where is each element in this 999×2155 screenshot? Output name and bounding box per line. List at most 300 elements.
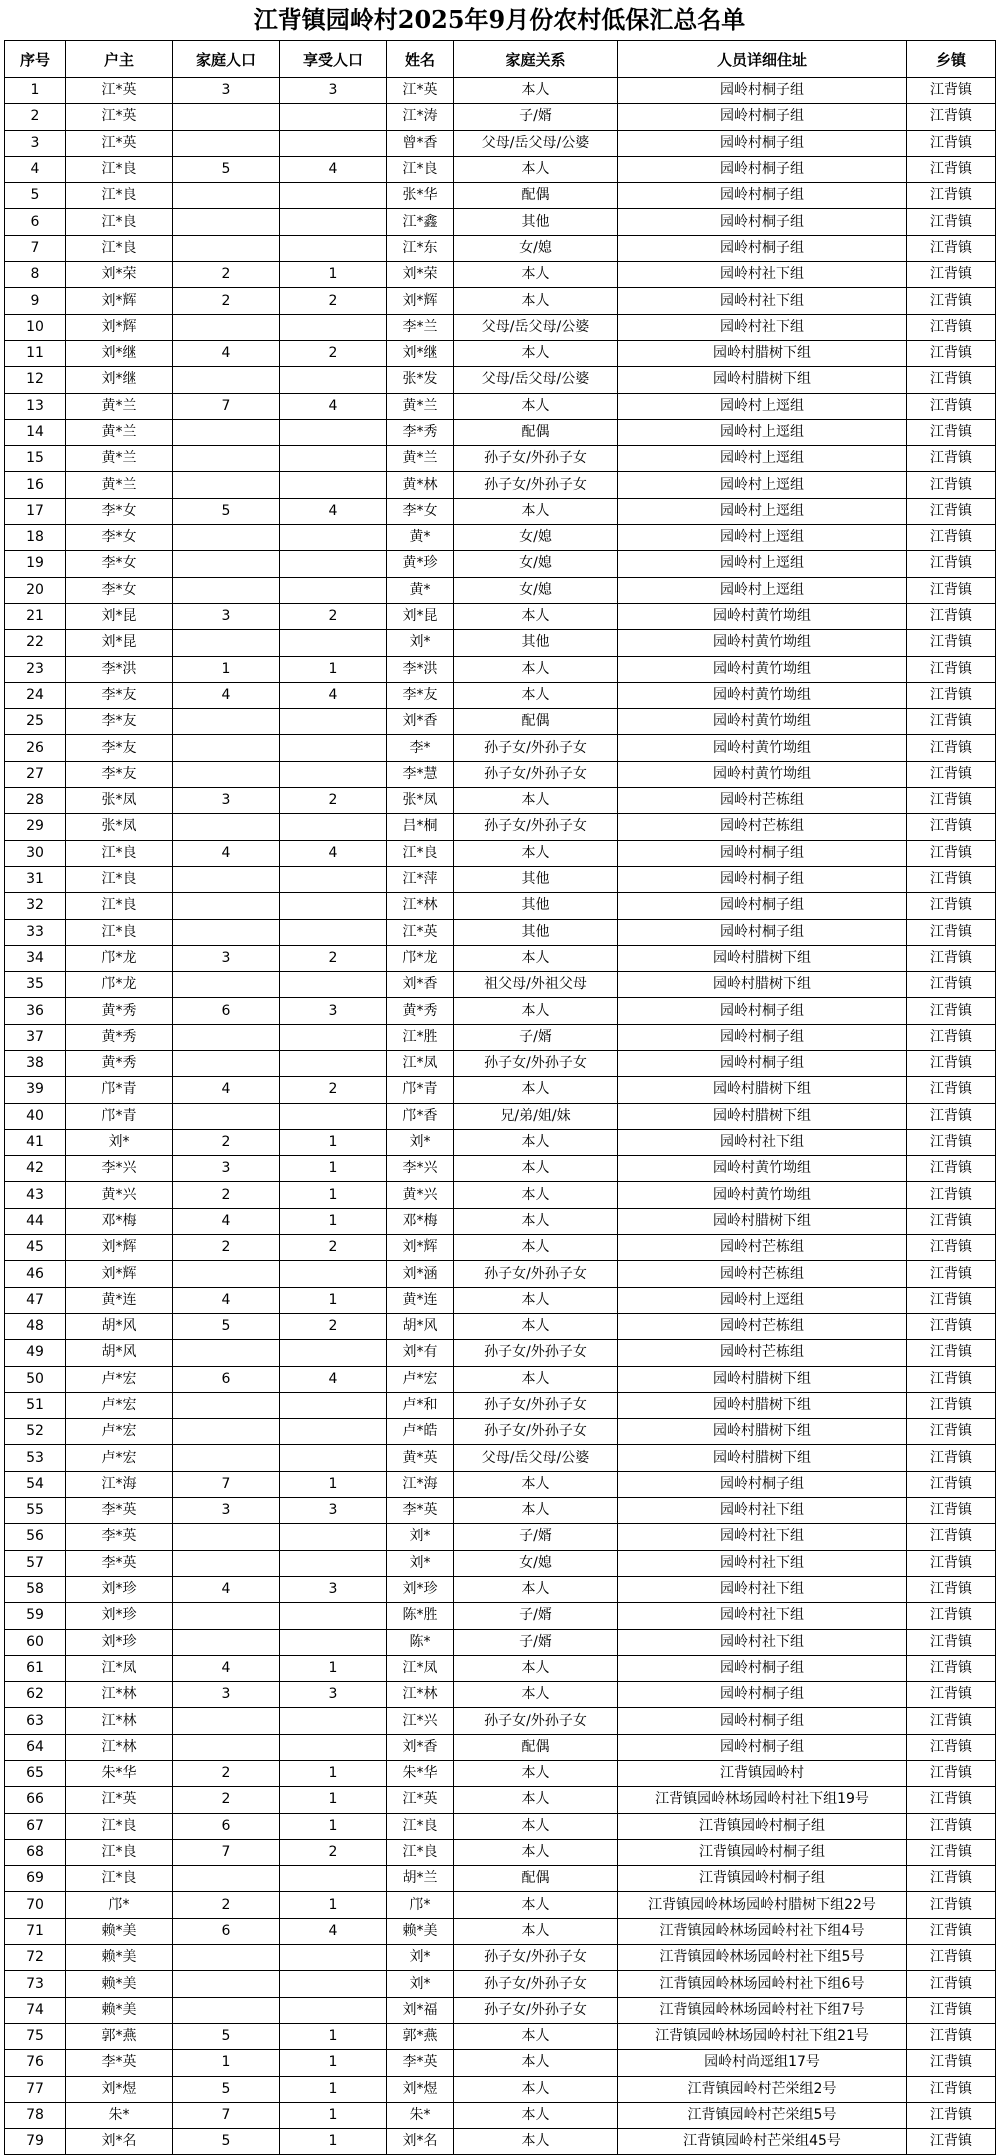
cell-address: 园岭村芒栋组 [618, 788, 907, 814]
cell-name: 赖*美 [387, 1918, 454, 1944]
cell-township: 江背镇 [907, 1918, 996, 1944]
cell-name: 刘*香 [387, 1734, 454, 1760]
table-row [5, 1839, 996, 1865]
cell-address: 园岭村社下组 [618, 262, 907, 288]
cell-name: 刘*名 [387, 2129, 454, 2155]
cell-address: 园岭村社下组 [618, 1129, 907, 1155]
cell-beneficiaries: 1 [280, 656, 387, 682]
cell-address: 园岭村上逕组 [618, 446, 907, 472]
cell-address: 园岭村社下组 [618, 1524, 907, 1550]
cell-householder: 黄*秀 [66, 1024, 173, 1050]
cell-household-size: 2 [173, 1787, 280, 1813]
cell-householder: 李*友 [66, 761, 173, 787]
cell-index: 60 [5, 1629, 66, 1655]
cell-address: 园岭村桐子组 [618, 1655, 907, 1681]
welfare-roster-table [4, 40, 996, 2155]
cell-township: 江背镇 [907, 761, 996, 787]
cell-address: 园岭村黄竹坳组 [618, 656, 907, 682]
cell-householder: 刘*珍 [66, 1603, 173, 1629]
cell-relationship: 配偶 [454, 1734, 618, 1760]
cell-householder: 李*友 [66, 735, 173, 761]
cell-name: 刘*昆 [387, 603, 454, 629]
cell-relationship: 父母/岳父母/公婆 [454, 367, 618, 393]
cell-householder: 江*林 [66, 1734, 173, 1760]
cell-township: 江背镇 [907, 1655, 996, 1681]
cell-index: 1 [5, 78, 66, 104]
table-row [5, 78, 996, 104]
table-row [5, 1550, 996, 1576]
cell-index: 51 [5, 1392, 66, 1418]
cell-name: 邝*香 [387, 1103, 454, 1129]
table-row [5, 446, 996, 472]
cell-address: 园岭村黄竹坳组 [618, 709, 907, 735]
cell-relationship: 配偶 [454, 183, 618, 209]
cell-householder: 邝*青 [66, 1077, 173, 1103]
header-address: 人员详细住址 [618, 41, 907, 78]
cell-beneficiaries: 1 [280, 1761, 387, 1787]
cell-address: 江背镇园岭村芒栄组2号 [618, 2076, 907, 2102]
cell-address: 园岭村腊树下组 [618, 972, 907, 998]
cell-address: 园岭村桐子组 [618, 1734, 907, 1760]
cell-township: 江背镇 [907, 551, 996, 577]
cell-householder: 江*良 [66, 1866, 173, 1892]
cell-township: 江背镇 [907, 1524, 996, 1550]
table-row [5, 209, 996, 235]
cell-index: 79 [5, 2129, 66, 2155]
cell-beneficiaries [280, 235, 387, 261]
cell-relationship: 本人 [454, 788, 618, 814]
cell-household-size [173, 761, 280, 787]
cell-householder: 赖*美 [66, 1918, 173, 1944]
cell-relationship: 本人 [454, 1813, 618, 1839]
table-row [5, 1524, 996, 1550]
cell-name: 吕*桐 [387, 814, 454, 840]
cell-address: 园岭村上逕组 [618, 472, 907, 498]
cell-address: 园岭村桐子组 [618, 1682, 907, 1708]
cell-household-size: 2 [173, 1129, 280, 1155]
cell-beneficiaries: 2 [280, 1313, 387, 1339]
cell-address: 园岭村腊树下组 [618, 1392, 907, 1418]
cell-name: 陈*胜 [387, 1603, 454, 1629]
cell-relationship: 其他 [454, 866, 618, 892]
cell-address: 江背镇园岭林场园岭村腊树下组22号 [618, 1892, 907, 1918]
cell-name: 刘*珍 [387, 1576, 454, 1602]
cell-township: 江背镇 [907, 1024, 996, 1050]
cell-beneficiaries [280, 104, 387, 130]
cell-relationship: 本人 [454, 2050, 618, 2076]
cell-name: 卢*皓 [387, 1419, 454, 1445]
cell-household-size [173, 630, 280, 656]
cell-beneficiaries: 2 [280, 945, 387, 971]
cell-index: 52 [5, 1419, 66, 1445]
cell-beneficiaries [280, 1997, 387, 2023]
cell-beneficiaries [280, 1261, 387, 1287]
cell-index: 31 [5, 866, 66, 892]
cell-beneficiaries: 2 [280, 1235, 387, 1261]
cell-name: 李* [387, 735, 454, 761]
cell-beneficiaries [280, 1419, 387, 1445]
table-row [5, 866, 996, 892]
table-row [5, 1129, 996, 1155]
table-row [5, 130, 996, 156]
header-householder: 户主 [66, 41, 173, 78]
cell-household-size: 6 [173, 998, 280, 1024]
cell-householder: 黄*兰 [66, 446, 173, 472]
cell-name: 黄* [387, 577, 454, 603]
cell-relationship: 本人 [454, 1918, 618, 1944]
cell-beneficiaries: 1 [280, 2023, 387, 2049]
cell-household-size [173, 972, 280, 998]
cell-address: 园岭村桐子组 [618, 1050, 907, 1076]
cell-address: 园岭村桐子组 [618, 998, 907, 1024]
cell-householder: 郭*燕 [66, 2023, 173, 2049]
cell-index: 65 [5, 1761, 66, 1787]
cell-beneficiaries [280, 1340, 387, 1366]
cell-household-size [173, 1550, 280, 1576]
header-relationship: 家庭关系 [454, 41, 618, 78]
cell-household-size [173, 472, 280, 498]
cell-relationship: 父母/岳父母/公婆 [454, 130, 618, 156]
cell-township: 江背镇 [907, 1498, 996, 1524]
cell-relationship: 孙子女/外孙子女 [454, 814, 618, 840]
cell-household-size [173, 209, 280, 235]
cell-beneficiaries: 1 [280, 1471, 387, 1497]
table-row [5, 1156, 996, 1182]
cell-township: 江背镇 [907, 1050, 996, 1076]
cell-household-size: 2 [173, 262, 280, 288]
cell-householder: 卢*宏 [66, 1445, 173, 1471]
cell-household-size: 2 [173, 1892, 280, 1918]
cell-name: 郭*燕 [387, 2023, 454, 2049]
cell-township: 江背镇 [907, 1103, 996, 1129]
cell-householder: 刘*珍 [66, 1576, 173, 1602]
cell-address: 园岭村桐子组 [618, 130, 907, 156]
cell-household-size: 3 [173, 945, 280, 971]
cell-township: 江背镇 [907, 1813, 996, 1839]
cell-household-size [173, 314, 280, 340]
cell-householder: 赖*美 [66, 1971, 173, 1997]
cell-beneficiaries [280, 709, 387, 735]
cell-name: 卢*宏 [387, 1366, 454, 1392]
cell-address: 园岭村黄竹坳组 [618, 761, 907, 787]
cell-name: 刘*福 [387, 1997, 454, 2023]
cell-relationship: 本人 [454, 2023, 618, 2049]
cell-address: 园岭村桐子组 [618, 209, 907, 235]
cell-relationship: 其他 [454, 919, 618, 945]
cell-index: 13 [5, 393, 66, 419]
cell-index: 50 [5, 1366, 66, 1392]
cell-address: 园岭村社下组 [618, 288, 907, 314]
cell-address: 园岭村上逕组 [618, 393, 907, 419]
cell-address: 园岭村黄竹坳组 [618, 603, 907, 629]
table-row [5, 2076, 996, 2102]
cell-name: 刘* [387, 1129, 454, 1155]
cell-address: 江背镇园岭村桐子组 [618, 1813, 907, 1839]
cell-beneficiaries [280, 367, 387, 393]
table-row [5, 788, 996, 814]
cell-beneficiaries: 4 [280, 1366, 387, 1392]
cell-relationship: 本人 [454, 1208, 618, 1234]
cell-address: 园岭村桐子组 [618, 183, 907, 209]
cell-township: 江背镇 [907, 78, 996, 104]
cell-index: 27 [5, 761, 66, 787]
cell-index: 33 [5, 919, 66, 945]
cell-relationship: 本人 [454, 1182, 618, 1208]
table-row [5, 1761, 996, 1787]
cell-township: 江背镇 [907, 1892, 996, 1918]
table-row [5, 472, 996, 498]
cell-index: 56 [5, 1524, 66, 1550]
cell-household-size [173, 1524, 280, 1550]
cell-householder: 李*英 [66, 1550, 173, 1576]
cell-relationship: 其他 [454, 893, 618, 919]
cell-beneficiaries: 1 [280, 262, 387, 288]
cell-name: 邝*青 [387, 1077, 454, 1103]
table-row [5, 1945, 996, 1971]
cell-name: 江*凤 [387, 1655, 454, 1681]
cell-household-size: 3 [173, 1498, 280, 1524]
cell-beneficiaries [280, 1629, 387, 1655]
cell-name: 江*凤 [387, 1050, 454, 1076]
cell-township: 江背镇 [907, 314, 996, 340]
cell-householder: 刘*辉 [66, 314, 173, 340]
cell-address: 园岭村芒栋组 [618, 1235, 907, 1261]
cell-householder: 江*海 [66, 1471, 173, 1497]
cell-beneficiaries [280, 209, 387, 235]
cell-index: 74 [5, 1997, 66, 2023]
cell-index: 11 [5, 340, 66, 366]
cell-name: 黄*兰 [387, 393, 454, 419]
cell-township: 江背镇 [907, 1419, 996, 1445]
table-row [5, 656, 996, 682]
cell-index: 28 [5, 788, 66, 814]
cell-householder: 刘* [66, 1129, 173, 1155]
cell-township: 江背镇 [907, 998, 996, 1024]
table-row [5, 262, 996, 288]
cell-name: 陈* [387, 1629, 454, 1655]
cell-relationship: 配偶 [454, 1866, 618, 1892]
cell-householder: 江*英 [66, 130, 173, 156]
cell-address: 园岭村桐子组 [618, 840, 907, 866]
cell-name: 黄*兴 [387, 1182, 454, 1208]
table-row [5, 1629, 996, 1655]
cell-household-size: 3 [173, 788, 280, 814]
cell-relationship: 本人 [454, 840, 618, 866]
cell-beneficiaries [280, 1603, 387, 1629]
cell-household-size: 4 [173, 1287, 280, 1313]
cell-index: 61 [5, 1655, 66, 1681]
cell-household-size [173, 1392, 280, 1418]
cell-household-size [173, 709, 280, 735]
cell-relationship: 父母/岳父母/公婆 [454, 314, 618, 340]
cell-householder: 张*凤 [66, 814, 173, 840]
cell-township: 江背镇 [907, 814, 996, 840]
cell-household-size [173, 1419, 280, 1445]
cell-beneficiaries [280, 1103, 387, 1129]
cell-relationship: 本人 [454, 1235, 618, 1261]
table-row [5, 104, 996, 130]
cell-beneficiaries: 2 [280, 1077, 387, 1103]
table-row [5, 551, 996, 577]
cell-household-size: 5 [173, 2076, 280, 2102]
table-row [5, 340, 996, 366]
cell-relationship: 子/婿 [454, 1629, 618, 1655]
cell-index: 8 [5, 262, 66, 288]
cell-household-size: 2 [173, 1182, 280, 1208]
cell-household-size [173, 446, 280, 472]
cell-township: 江背镇 [907, 735, 996, 761]
cell-relationship: 兄/弟/姐/妹 [454, 1103, 618, 1129]
cell-address: 园岭村桐子组 [618, 893, 907, 919]
cell-address: 园岭村上逕组 [618, 577, 907, 603]
cell-address: 江背镇园岭林场园岭村社下组5号 [618, 1945, 907, 1971]
cell-name: 刘* [387, 630, 454, 656]
cell-name: 邓*梅 [387, 1208, 454, 1234]
cell-beneficiaries [280, 446, 387, 472]
cell-beneficiaries [280, 866, 387, 892]
cell-index: 22 [5, 630, 66, 656]
header-household-size: 家庭人口 [173, 41, 280, 78]
cell-address: 园岭村腊树下组 [618, 1077, 907, 1103]
cell-address: 园岭村上逕组 [618, 1287, 907, 1313]
cell-name: 朱* [387, 2102, 454, 2128]
cell-relationship: 孙子女/外孙子女 [454, 1050, 618, 1076]
cell-beneficiaries: 3 [280, 1682, 387, 1708]
table-row [5, 709, 996, 735]
cell-township: 江背镇 [907, 1761, 996, 1787]
cell-relationship: 其他 [454, 630, 618, 656]
cell-township: 江背镇 [907, 1576, 996, 1602]
cell-beneficiaries [280, 1945, 387, 1971]
cell-householder: 江*英 [66, 104, 173, 130]
cell-township: 江背镇 [907, 367, 996, 393]
table-row [5, 1576, 996, 1602]
cell-household-size [173, 1603, 280, 1629]
cell-name: 刘* [387, 1550, 454, 1576]
cell-household-size [173, 1024, 280, 1050]
cell-index: 48 [5, 1313, 66, 1339]
cell-beneficiaries: 1 [280, 1208, 387, 1234]
cell-name: 刘*荣 [387, 262, 454, 288]
cell-beneficiaries [280, 419, 387, 445]
cell-name: 黄*秀 [387, 998, 454, 1024]
cell-householder: 李*友 [66, 709, 173, 735]
cell-household-size: 4 [173, 682, 280, 708]
cell-index: 77 [5, 2076, 66, 2102]
cell-address: 江背镇园岭林场园岭村社下组6号 [618, 1971, 907, 1997]
table-row [5, 1287, 996, 1313]
cell-index: 39 [5, 1077, 66, 1103]
cell-household-size: 6 [173, 1366, 280, 1392]
cell-township: 江背镇 [907, 945, 996, 971]
cell-householder: 江*良 [66, 156, 173, 182]
cell-name: 刘*煜 [387, 2076, 454, 2102]
cell-township: 江背镇 [907, 1261, 996, 1287]
cell-householder: 李*女 [66, 551, 173, 577]
cell-beneficiaries [280, 1445, 387, 1471]
cell-township: 江背镇 [907, 209, 996, 235]
cell-township: 江背镇 [907, 893, 996, 919]
cell-township: 江背镇 [907, 1550, 996, 1576]
cell-beneficiaries [280, 972, 387, 998]
cell-address: 园岭村腊树下组 [618, 1366, 907, 1392]
cell-township: 江背镇 [907, 262, 996, 288]
cell-beneficiaries [280, 577, 387, 603]
cell-name: 刘*继 [387, 340, 454, 366]
cell-relationship: 孙子女/外孙子女 [454, 1392, 618, 1418]
cell-name: 江*良 [387, 156, 454, 182]
cell-household-size: 4 [173, 1077, 280, 1103]
cell-address: 园岭村腊树下组 [618, 1103, 907, 1129]
cell-household-size [173, 1708, 280, 1734]
cell-name: 黄*珍 [387, 551, 454, 577]
cell-address: 园岭村腊树下组 [618, 1208, 907, 1234]
cell-address: 园岭村黄竹坳组 [618, 682, 907, 708]
cell-household-size [173, 1445, 280, 1471]
cell-beneficiaries: 2 [280, 603, 387, 629]
cell-household-size: 7 [173, 1471, 280, 1497]
cell-householder: 邝*龙 [66, 945, 173, 971]
cell-relationship: 本人 [454, 498, 618, 524]
cell-householder: 江*英 [66, 78, 173, 104]
cell-household-size [173, 1734, 280, 1760]
cell-relationship: 本人 [454, 1156, 618, 1182]
cell-index: 16 [5, 472, 66, 498]
cell-index: 42 [5, 1156, 66, 1182]
cell-relationship: 本人 [454, 656, 618, 682]
cell-index: 19 [5, 551, 66, 577]
cell-relationship: 父母/岳父母/公婆 [454, 1445, 618, 1471]
cell-name: 江*涛 [387, 104, 454, 130]
cell-household-size: 3 [173, 603, 280, 629]
cell-township: 江背镇 [907, 919, 996, 945]
cell-index: 68 [5, 1839, 66, 1865]
cell-householder: 江*英 [66, 1787, 173, 1813]
cell-township: 江背镇 [907, 2050, 996, 2076]
cell-township: 江背镇 [907, 1839, 996, 1865]
cell-beneficiaries [280, 130, 387, 156]
cell-name: 江*英 [387, 919, 454, 945]
cell-index: 63 [5, 1708, 66, 1734]
cell-household-size [173, 1971, 280, 1997]
cell-address: 园岭村桐子组 [618, 235, 907, 261]
cell-relationship: 孙子女/外孙子女 [454, 761, 618, 787]
cell-beneficiaries: 1 [280, 1892, 387, 1918]
cell-relationship: 本人 [454, 1287, 618, 1313]
cell-address: 江背镇园岭林场园岭村社下组19号 [618, 1787, 907, 1813]
cell-relationship: 本人 [454, 1787, 618, 1813]
table-row [5, 235, 996, 261]
cell-householder: 刘*昆 [66, 603, 173, 629]
table-row [5, 735, 996, 761]
cell-household-size [173, 367, 280, 393]
cell-name: 江*胜 [387, 1024, 454, 1050]
cell-householder: 李*女 [66, 498, 173, 524]
table-row [5, 2050, 996, 2076]
cell-household-size [173, 919, 280, 945]
cell-relationship: 本人 [454, 1129, 618, 1155]
cell-householder: 刘*辉 [66, 1235, 173, 1261]
cell-household-size: 5 [173, 156, 280, 182]
cell-householder: 卢*宏 [66, 1366, 173, 1392]
cell-beneficiaries [280, 1550, 387, 1576]
cell-householder: 李*友 [66, 682, 173, 708]
cell-township: 江背镇 [907, 2023, 996, 2049]
cell-relationship: 孙子女/外孙子女 [454, 1340, 618, 1366]
cell-address: 园岭村桐子组 [618, 1471, 907, 1497]
cell-name: 黄*英 [387, 1445, 454, 1471]
cell-township: 江背镇 [907, 156, 996, 182]
